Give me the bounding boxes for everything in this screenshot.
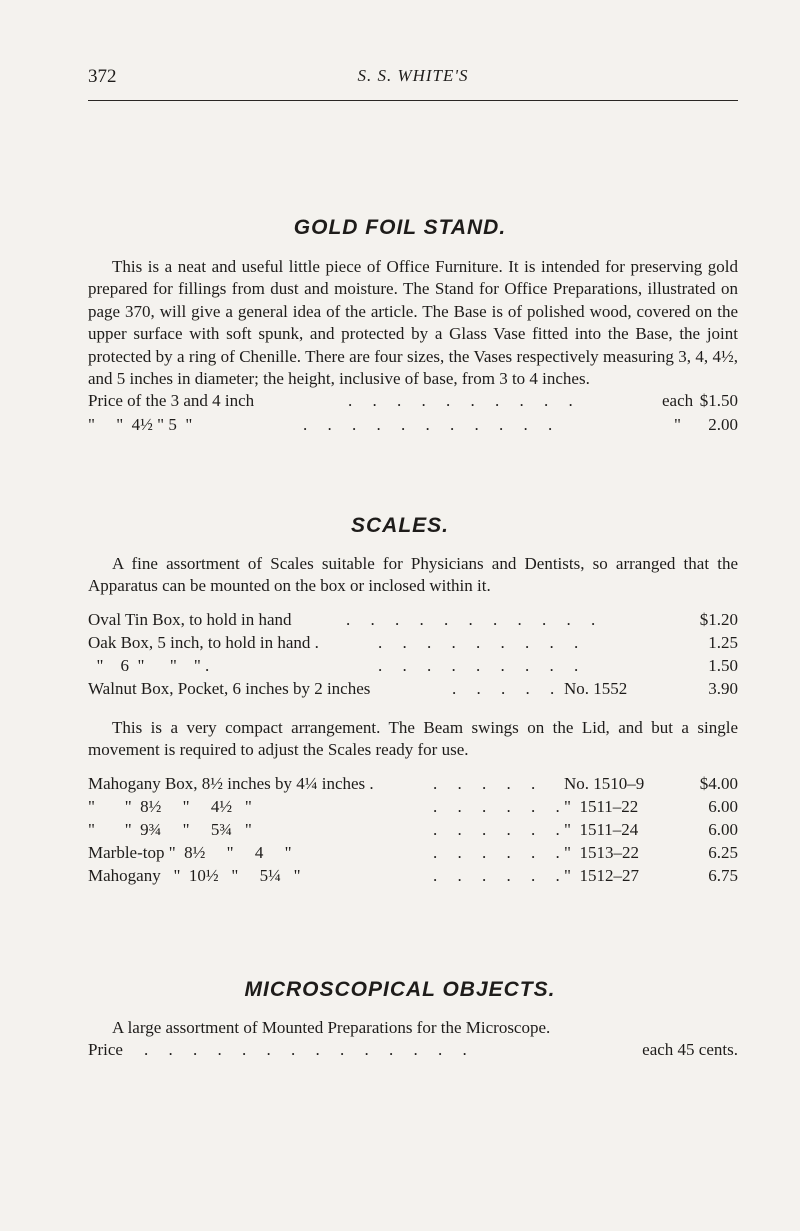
price-label: Price of the 3 and 4 inch	[88, 391, 255, 410]
gold-foil-heading: GOLD FOIL STAND.	[293, 216, 507, 239]
model-price: 6.75	[708, 866, 738, 885]
price-row	[88, 391, 738, 413]
item-label: Oval Tin Box, to hold in hand	[88, 610, 292, 629]
item-price: 1.50	[708, 656, 738, 675]
leader-dots: . . . . . . . . . . .	[303, 415, 561, 434]
price-value: each 45 cents.	[642, 1040, 738, 1059]
leader-dots: . . . . .	[452, 679, 563, 698]
scale-model-row	[88, 797, 738, 819]
model-label: Marble-top " 8½ " 4 "	[88, 843, 292, 862]
model-number: " 1512–27	[564, 866, 639, 885]
running-head: S. S. WHITE'S	[357, 66, 469, 85]
leader-dots: . . . . . .	[433, 820, 568, 839]
item-price: 1.25	[708, 633, 738, 652]
model-price: 6.25	[708, 843, 738, 862]
model-price: $4.00	[699, 774, 738, 793]
model-number: " 1513–22	[564, 843, 639, 862]
item-number: No. 1552	[564, 679, 628, 698]
scales-intro: A fine assortment of Scales suitable for Physicians and Dentists, so arranged that the Apparatus can be mounted on the box or inclosed within it.	[88, 554, 738, 596]
leader-dots: . . . . . . . . .	[378, 633, 587, 652]
price-label: " " 4½ " 5 "	[88, 415, 193, 434]
model-price: 6.00	[708, 797, 738, 816]
compact-note: This is a very compact arrangement. The Beam swings on the Lid, and but a single movement is required to adjust the Scales ready for use.	[88, 718, 738, 760]
item-label: " 6 " " " .	[88, 656, 210, 675]
model-price: 6.00	[708, 820, 738, 839]
leader-dots: . . . . . .	[433, 797, 568, 816]
scale-item-row	[88, 633, 738, 655]
gold-foil-description: This is a neat and useful little piece of Office Furniture. It is intended for preserving gold prepared for fillings from dust and moisture. The Stand for Office Preparations, illustrated on page 370, will give a general idea of the article. The Base is of polished wood, covered on the upper surface with soft spunk, and protected by a Glass Vase fitted into the Base, the joint protected by a ring of Chenille. There are four sizes, the Vases respectively measuring 3, 4, 4½, and 5 inches in diameter; the height, inclusive of base, from 3 to 4 inches.	[88, 257, 738, 389]
leader-dots: . . . . .	[433, 774, 544, 793]
leader-dots: . . . . . .	[433, 866, 568, 885]
scale-item-row	[88, 656, 738, 678]
scale-model-row	[88, 820, 738, 842]
model-label: " " 8½ " 4½ "	[88, 797, 252, 816]
model-label: Mahogany Box, 8½ inches by 4¼ inches .	[88, 774, 374, 793]
header-rule	[88, 100, 738, 101]
scale-item-row	[88, 679, 738, 701]
scale-model-row	[88, 843, 738, 865]
leader-dots: . . . . . . . . . . . . . .	[144, 1040, 475, 1059]
item-label: Oak Box, 5 inch, to hold in hand .	[88, 633, 319, 652]
item-price: 3.90	[708, 679, 738, 698]
price-unit: "	[674, 415, 681, 434]
leader-dots: . . . . . . . . . . .	[346, 610, 604, 629]
leader-dots: . . . . . . . . . .	[348, 391, 581, 410]
leader-dots: . . . . . .	[433, 843, 568, 862]
page-number: 372	[88, 66, 117, 87]
page-header	[88, 66, 738, 92]
scales-heading: SCALES.	[350, 514, 449, 537]
microscopical-description: A large assortment of Mounted Preparations for the Microscope.	[112, 1018, 551, 1037]
item-price: $1.20	[699, 610, 738, 629]
price-row	[88, 415, 738, 437]
leader-dots: . . . . . . . . .	[378, 656, 587, 675]
microscopical-heading: MICROSCOPICAL OBJECTS.	[244, 978, 556, 1001]
price-value: $1.50	[699, 391, 738, 410]
item-label: Walnut Box, Pocket, 6 inches by 2 inches	[88, 679, 371, 698]
model-number: " 1511–24	[564, 820, 639, 839]
scale-model-row	[88, 774, 738, 796]
price-unit: each	[662, 391, 694, 410]
price-label: Price	[88, 1040, 123, 1059]
scale-model-row	[88, 866, 738, 888]
microscopical-price-row	[88, 1040, 738, 1062]
model-number: " 1511–22	[564, 797, 639, 816]
model-label: Mahogany " 10½ " 5¼ "	[88, 866, 301, 885]
price-value: 2.00	[708, 415, 738, 434]
scale-item-row	[88, 610, 738, 632]
model-label: " " 9¾ " 5¾ "	[88, 820, 252, 839]
model-number: No. 1510–9	[564, 774, 645, 793]
